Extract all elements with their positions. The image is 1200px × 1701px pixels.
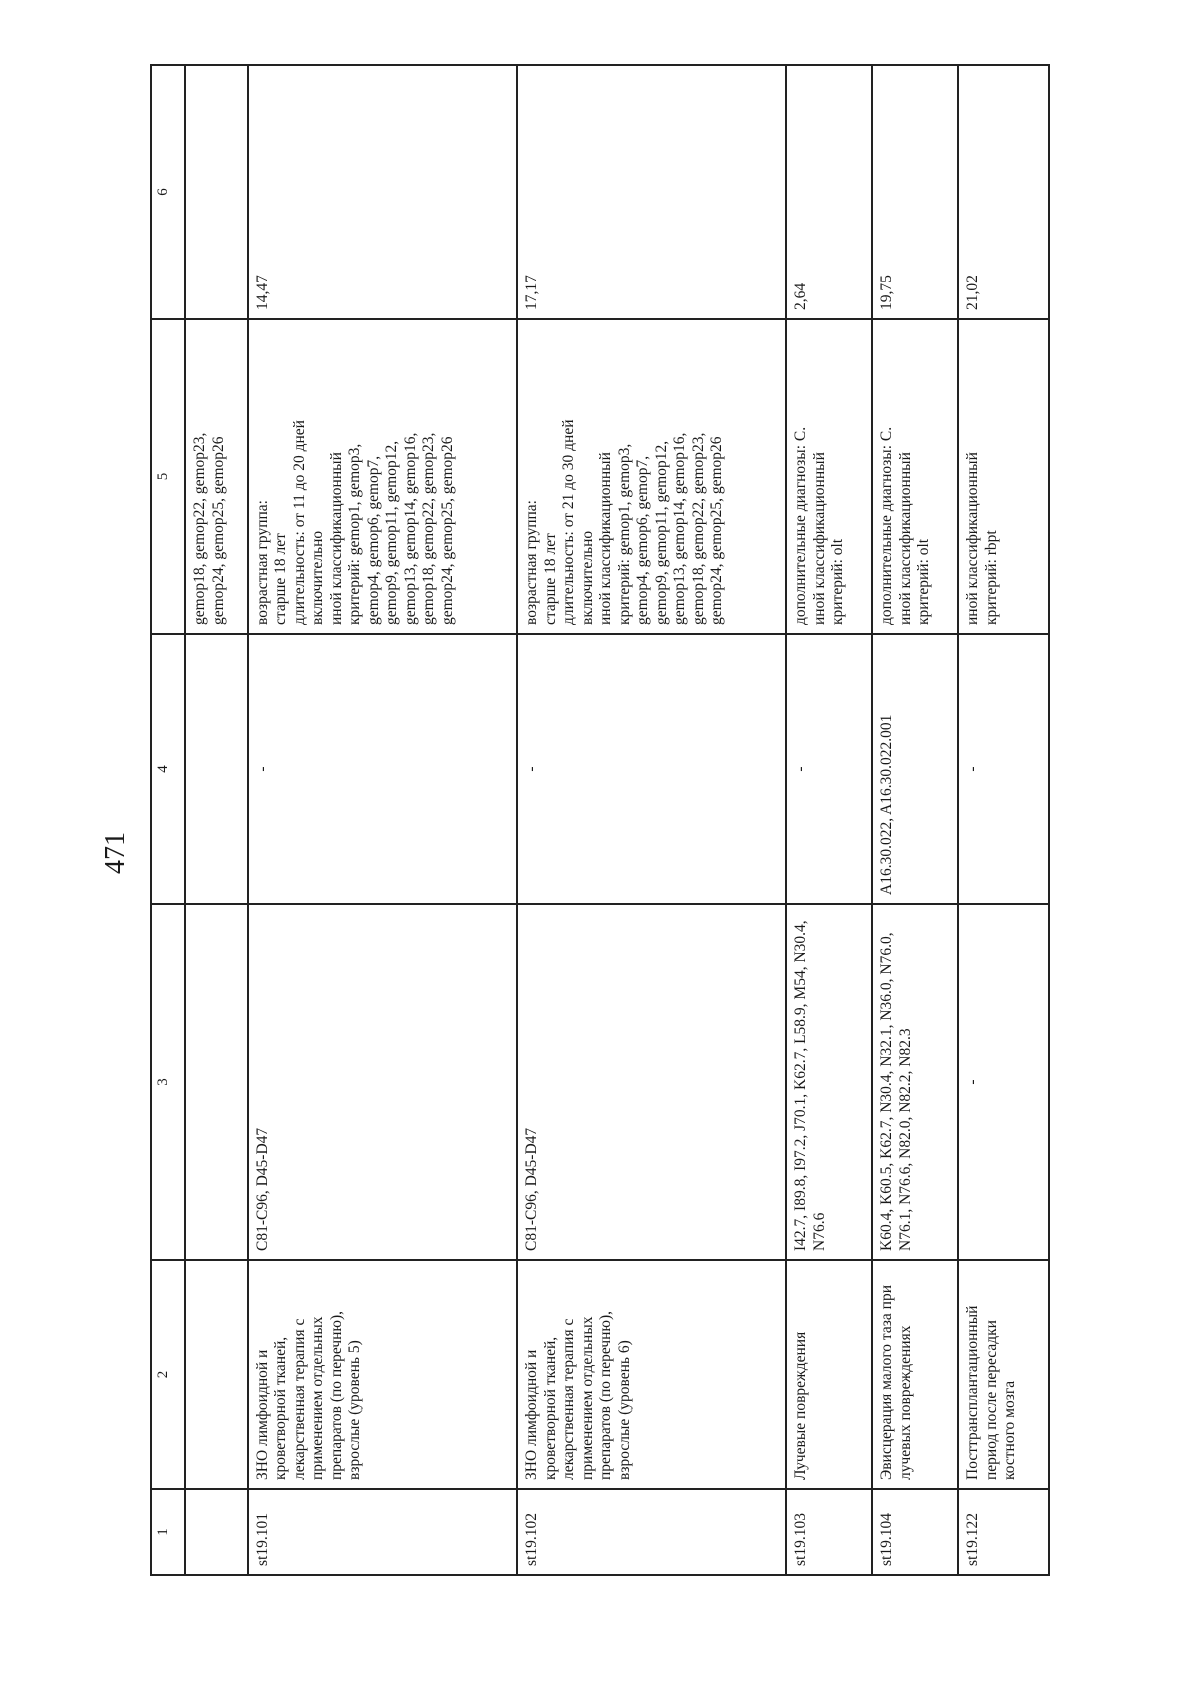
table-sheet <box>150 66 1050 1576</box>
criteria-line: старше 18 лет <box>272 533 290 625</box>
code-cell: st19.104 <box>872 1489 958 1575</box>
criteria-line: gemop4, gemop6, gemop7, <box>634 455 652 625</box>
criteria-line: критерий: olt <box>915 538 933 625</box>
criteria-cell <box>786 319 872 634</box>
table-row <box>185 65 247 1575</box>
code-cell: st19.101 <box>248 1489 517 1575</box>
criteria-line: gemop18, gemop22, gemop23, <box>689 432 707 625</box>
criteria-line: критерий: gemop1, gemop3, <box>346 443 364 625</box>
criteria-cell <box>958 319 1049 634</box>
criteria-line: иной классификационный <box>964 452 982 625</box>
criteria-line: дополнительные диагнозы: C. <box>792 426 810 625</box>
criteria-line: gemop4, gemop6, gemop7, <box>364 455 382 625</box>
table-row <box>517 65 786 1575</box>
criteria-line: gemop24, gemop25, gemop26 <box>209 436 227 625</box>
header-row <box>151 65 185 1575</box>
coefficient-cell: 2,64 <box>786 65 872 319</box>
name-cell: ЗНО лимфоидной и кроветворной тканей, лекарственная терапия с применением отдельных препаратов (по перечню), взрослые (уровень 6) <box>517 1260 786 1489</box>
col-header-1: 1 <box>151 1489 185 1575</box>
diagnosis-cell: K60.4, K60.5, K62.7, N30.4, N32.1, N36.0, N76.0, N76.1, N76.6, N82.0, N82.2, N82.3 <box>872 904 958 1260</box>
name-cell: Эвисцерация малого таза при лучевых повреждениях <box>872 1260 958 1489</box>
criteria-line: возрастная группа: <box>523 500 541 625</box>
criteria-line: иной классификационный <box>896 452 914 625</box>
table-row <box>958 65 1049 1575</box>
code-cell: st19.122 <box>958 1489 1049 1575</box>
page-number: 471 <box>100 832 131 874</box>
code-cell <box>185 1489 247 1575</box>
criteria-line: иной классификационный <box>810 452 828 625</box>
table-row <box>248 65 517 1575</box>
criteria-line: длительность: от 21 до 30 дней <box>560 419 578 625</box>
criteria-line: включительно <box>309 530 327 625</box>
diagnosis-cell: - <box>958 904 1049 1260</box>
coefficient-cell: 21,02 <box>958 65 1049 319</box>
name-cell: Лучевые повреждения <box>786 1260 872 1489</box>
coefficient-cell: 17,17 <box>517 65 786 319</box>
coefficient-cell <box>185 65 247 319</box>
criteria-line: gemop13, gemop14, gemop16, <box>401 432 419 625</box>
criteria-line: gemop24, gemop25, gemop26 <box>438 436 456 625</box>
tariff-table <box>150 64 1050 1576</box>
col-header-6: 6 <box>151 65 185 319</box>
code-cell: st19.103 <box>786 1489 872 1575</box>
criteria-line: дополнительные диагнозы: C. <box>878 426 896 625</box>
service-cell: - <box>517 634 786 904</box>
coefficient-cell: 19,75 <box>872 65 958 319</box>
name-cell: Посттрансплантационный период после пересадки костного мозга <box>958 1260 1049 1489</box>
service-cell: - <box>958 634 1049 904</box>
criteria-line: gemop18, gemop22, gemop23, <box>191 432 209 625</box>
diagnosis-cell: C81-C96, D45-D47 <box>517 904 786 1260</box>
criteria-line: gemop24, gemop25, gemop26 <box>708 436 726 625</box>
col-header-3: 3 <box>151 904 185 1260</box>
name-cell: ЗНО лимфоидной и кроветворной тканей, лекарственная терапия с применением отдельных препаратов (по перечню), взрослые (уровень 5) <box>248 1260 517 1489</box>
service-cell: A16.30.022, A16.30.022.001 <box>872 634 958 904</box>
col-header-2: 2 <box>151 1260 185 1489</box>
service-cell <box>185 634 247 904</box>
criteria-cell <box>248 319 517 634</box>
criteria-line: иной классификационный <box>597 452 615 625</box>
diagnosis-cell: C81-C96, D45-D47 <box>248 904 517 1260</box>
criteria-line: gemop9, gemop11, gemop12, <box>652 440 670 625</box>
criteria-cell <box>872 319 958 634</box>
service-cell: - <box>786 634 872 904</box>
criteria-line: старше 18 лет <box>541 533 559 625</box>
criteria-line: критерий: rbpt <box>982 530 1000 625</box>
criteria-line: включительно <box>578 530 596 625</box>
criteria-line: критерий: olt <box>829 538 847 625</box>
diagnosis-cell <box>185 904 247 1260</box>
col-header-5: 5 <box>151 319 185 634</box>
diagnosis-cell: I42.7, I89.8, I97.2, J70.1, K62.7, L58.9, M54, N30.4, N76.6 <box>786 904 872 1260</box>
table-row <box>872 65 958 1575</box>
service-cell: - <box>248 634 517 904</box>
col-header-4: 4 <box>151 634 185 904</box>
criteria-line: критерий: gemop1, gemop3, <box>615 443 633 625</box>
criteria-line: возрастная группа: <box>253 500 271 625</box>
criteria-line: gemop18, gemop22, gemop23, <box>420 432 438 625</box>
criteria-line: иной классификационный <box>327 452 345 625</box>
criteria-cell <box>517 319 786 634</box>
criteria-cell <box>185 319 247 634</box>
criteria-line: длительность: от 11 до 20 дней <box>290 420 308 625</box>
criteria-line: gemop9, gemop11, gemop12, <box>383 440 401 625</box>
name-cell <box>185 1260 247 1489</box>
coefficient-cell: 14,47 <box>248 65 517 319</box>
criteria-line: gemop13, gemop14, gemop16, <box>671 432 689 625</box>
code-cell: st19.102 <box>517 1489 786 1575</box>
table-row <box>786 65 872 1575</box>
